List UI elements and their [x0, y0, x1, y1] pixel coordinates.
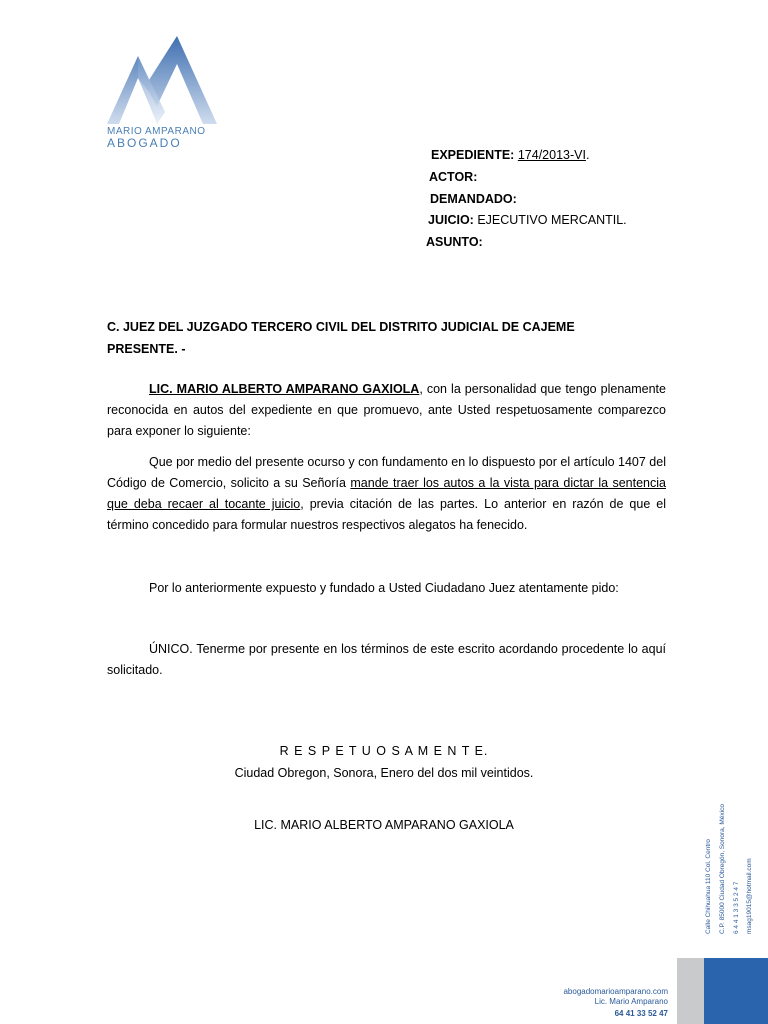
expediente-line [431, 148, 589, 162]
juicio-value: EJECUTIVO MERCANTIL. [477, 213, 627, 227]
presente-line: PRESENTE. - [107, 342, 186, 356]
place-date: Ciudad Obregon, Sonora, Enero del dos mil veintidos. [234, 766, 534, 780]
sidebar-city: C.P. 85000 Ciudad Obregón, Sonora, México [719, 804, 726, 934]
logo-role: ABOGADO [107, 136, 182, 150]
paragraph-request [107, 452, 666, 536]
sidebar-email: msag19015@hotmail.com [746, 858, 753, 934]
demandado-label: DEMANDADO: [430, 192, 517, 206]
paragraph-unico: ÚNICO. Tenerme por presente en los términos de este escrito acordando procedente lo aquí solicitado. [107, 642, 666, 677]
signature-name: LIC. MARIO ALBERTO AMPARANO GAXIOLA [254, 818, 514, 832]
demandado-line [430, 192, 517, 206]
juicio-line [428, 213, 627, 227]
promovente-name: LIC. MARIO ALBERTO AMPARANO GAXIOLA [149, 382, 420, 396]
sidebar-address: Calle Chihuahua 110 Col. Centro [705, 839, 712, 934]
footer-name: Lic. Mario Amparano [594, 997, 668, 1006]
addressee-line: C. JUEZ DEL JUZGADO TERCERO CIVIL DEL DISTRITO JUDICIAL DE CAJEME [107, 320, 575, 334]
asunto-line [426, 235, 483, 249]
request-text-a: Que por medio del presente ocurso y con fundamento en lo dispuesto por el artículo 1407 del Código de Comercio, solicito a su Señoría [107, 455, 666, 490]
corner-blue-block [704, 958, 768, 1024]
corner-grey-block [677, 958, 704, 1024]
paragraph-intro [107, 379, 666, 442]
respetuosamente: R E S P E T U O S A M E N T E. [279, 744, 489, 758]
intro-text: , con la personalidad que tengo plenamente reconocida en autos del expediente en que promuevo, ante Usted respetuosamente comparezco para exponer lo siguiente: [107, 382, 666, 438]
paragraph-pido: Por lo anteriormente expuesto y fundado a Usted Ciudadano Juez atentamente pido: [149, 581, 619, 595]
logo-mountains-icon [105, 34, 220, 128]
expediente-value: 174/2013-VI [517, 148, 586, 162]
footer-website: abogadomarioamparano.com [563, 987, 668, 996]
actor-line [429, 170, 477, 184]
expediente-label: EXPEDIENTE: [431, 148, 515, 162]
sidebar-phone: 6 4 4 1 3 3 5 2 4 7 [733, 881, 740, 934]
logo-name: MARIO AMPARANO [107, 126, 206, 137]
juicio-label: JUICIO: [428, 213, 474, 227]
request-text-b: , previa citación de las partes. Lo anterior en razón de que el término concedido para formular nuestros respectivos alegatos ha fenecido. [107, 497, 666, 532]
expediente-suffix: . [585, 148, 590, 162]
footer-phone: 64 41 33 52 47 [614, 1009, 668, 1018]
actor-label: ACTOR: [429, 170, 478, 184]
asunto-label: ASUNTO: [426, 235, 483, 249]
request-underlined: mande traer los autos a la vista para dictar la sentencia que deba recaer al tocante juicio [107, 476, 666, 511]
